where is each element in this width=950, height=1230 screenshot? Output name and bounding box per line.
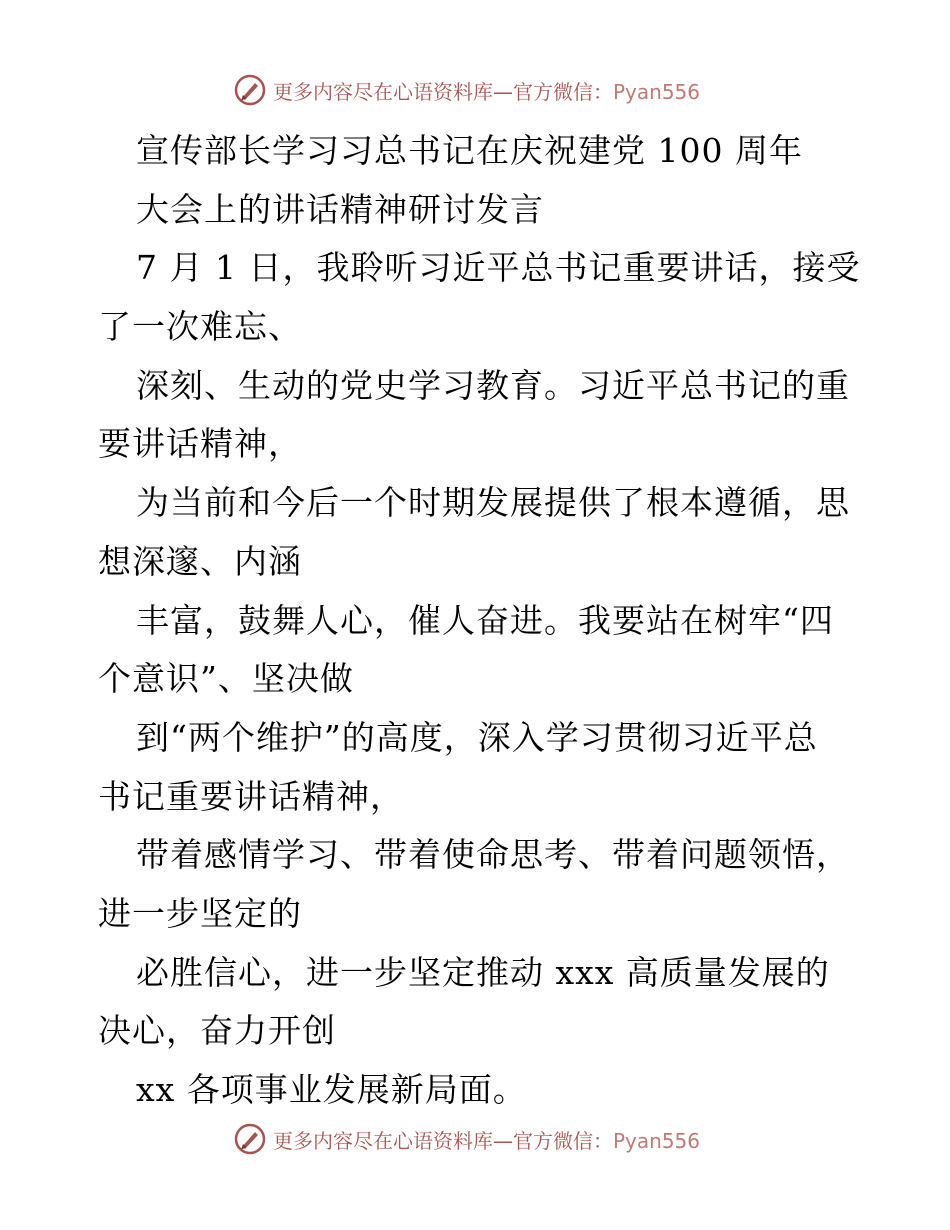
paragraph-line: 决心，奋力开创 — [98, 1011, 336, 1051]
watermark-text: 更多内容尽在心语资料库—官方微信：Pyan556 — [273, 1128, 701, 1153]
title-line-1: 宣传部长学习习总书记在庆祝建党 100 周年 — [136, 131, 803, 170]
paragraph-line: 想深邃、内涵 — [98, 541, 302, 581]
pen-logo-icon — [233, 1122, 267, 1156]
paragraph-line: 要讲话精神， — [98, 424, 302, 464]
paragraph-line: 为当前和今后一个时期发展提供了根本遵循，思 — [136, 483, 850, 523]
paragraph-line: 带着感情学习、带着使命思考、带着问题领悟， — [136, 835, 850, 875]
header-watermark — [233, 73, 700, 107]
footer-watermark — [233, 1122, 700, 1156]
paragraph-line: 7 月 1 日，我聆听习近平总书记重要讲话，接受 — [136, 248, 861, 288]
document-body — [98, 122, 861, 1120]
title-line-2: 大会上的讲话精神研讨发言 — [136, 189, 544, 229]
paragraph-line: 到“两个维护”的高度，深入学习贯彻习近平总 — [136, 717, 818, 757]
watermark-text: 更多内容尽在心语资料库—官方微信：Pyan556 — [273, 79, 701, 104]
paragraph-line: 必胜信心，进一步坚定推动 xxx 高质量发展的 — [136, 952, 830, 992]
pen-logo-icon — [233, 73, 267, 107]
paragraph-line: 了一次难忘、 — [98, 307, 302, 347]
paragraph-line: 进一步坚定的 — [98, 893, 302, 933]
paragraph-line: xx 各项事业发展新局面。 — [136, 1070, 527, 1109]
paragraph-line: 丰富，鼓舞人心，催人奋进。我要站在树牢“四 — [136, 600, 834, 640]
paragraph-line: 个意识”、坚决做 — [98, 659, 354, 699]
paragraph-line: 书记重要讲话精神， — [98, 776, 404, 816]
paragraph-line: 深刻、生动的党史学习教育。习近平总书记的重 — [136, 365, 850, 405]
